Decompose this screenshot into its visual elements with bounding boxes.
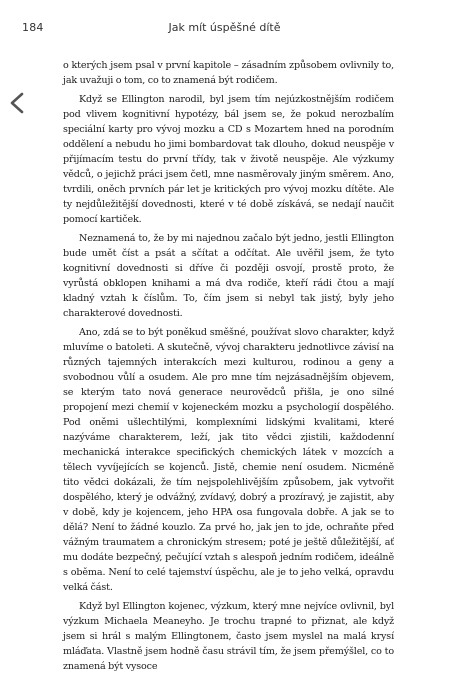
chevron-left-icon[interactable] — [6, 91, 30, 115]
running-title: Jak mít úspěšné dítě — [168, 21, 281, 34]
paragraph: o kterých jsem psal v první kapitole – zásadním způsobem ovlivnily to, jak uvažuji o tom, co to znamená být rodičem. — [63, 60, 394, 86]
chevron-left-icon-graphic — [6, 91, 30, 115]
paragraph: Neznamená to, že by mi najednou začalo být jedno, jestli Ellington bude umět číst a psát a sčítat a odčítat. Ale uvěřil jsem, že tyto kognitivní dovednosti si dříve či později osvojí, prostě proto, že vyrůstá obklopen knihami a má dva rodiče, kteří rádi čtou a mají kladný vztah k číslům. To, čím jsem si nebyl tak jistý, byly jeho charakterové dovednosti. — [63, 233, 394, 319]
paragraph: Když byl Ellington kojenec, výzkum, který mne nejvíce ovlivnil, byl výzkum Michaela Meaneyho. Je trochu trapné to přiznat, ale když jsem si hrál s malým Ellingtonem, často jsem myslel na malá krysí mláďata. Vlastně jsem hodně času strávil tím, že jsem přemýšlel, co to znamená být vysoce — [63, 601, 394, 672]
page-body — [63, 58, 394, 674]
paragraph: Když se Ellington narodil, byl jsem tím nejúzkostnějším rodičem pod vlivem kognitivní hypotézy, bál jsem se, že pokud nerozbalím speciální karty pro vývoj mozku a CD s Mozartem hned na porodním oddělení a nebudu ho jimi bombardovat tak dlouho, dokud neuspěje v přijímacím testu do první třídy, tak v životě neuspěje. Ale výzkumy vědců, o jejichž práci jsem četl, mne nasměrovaly jiným směrem. Ano, tvrdili, oněch prvních pár let je kritických pro vývoj mozku dítěte. Ale ty nejdůležitější dovednosti, které v té době získává, se nedají naučit pomocí kartiček. — [63, 94, 394, 225]
paragraph: Ano, zdá se to být poněkud směšné, používat slovo charakter, když mluvíme o batoleti. A skutečně, vývoj charakteru jednotlivce závisí na různých tajemných interakcích mezi kulturou, rodinou a geny a svobodnou vůlí a osudem. Ale pro mne tím nejzásadnějším objevem, se kterým tato nová generace neurovědců přišla, je ono silné propojení mezi chemií v kojeneckém mozku a psychologií dospělého. Pod oněmi ušlechtilými, komplexními lidskými kvalitami, které nazýváme charakterem, leží, jak tito vědci zjistili, každodenní mechanická interakce specifických chemických látek v mozcích a tělech vyvíjejících se kojenců. Jistě, chemie není osudem. Nicméně tito vědci dokázali, že tím nejspolehlivějším způsobem, jak vytvořit dospělého, který je odvážný, zvídavý, dobrý a prozíravý, je zajistit, aby v době, kdy je kojencem, jeho HPA osa fungovala dobře. A jak se to dělá? Není to žádné kouzlo. Za prvé ho, jak jen to jde, ochraňte před vážným traumatem a chronickým stresem; poté je ještě důležitější, ať mu dodáte bezpečný, pečující vztah s alespoň jedním rodičem, ideálně s oběma. Není to celé tajemství úspěchu, ale je to jeho velká, opravdu velká část. — [63, 327, 394, 593]
page-number: 184 — [22, 21, 44, 34]
page-header — [22, 21, 427, 39]
